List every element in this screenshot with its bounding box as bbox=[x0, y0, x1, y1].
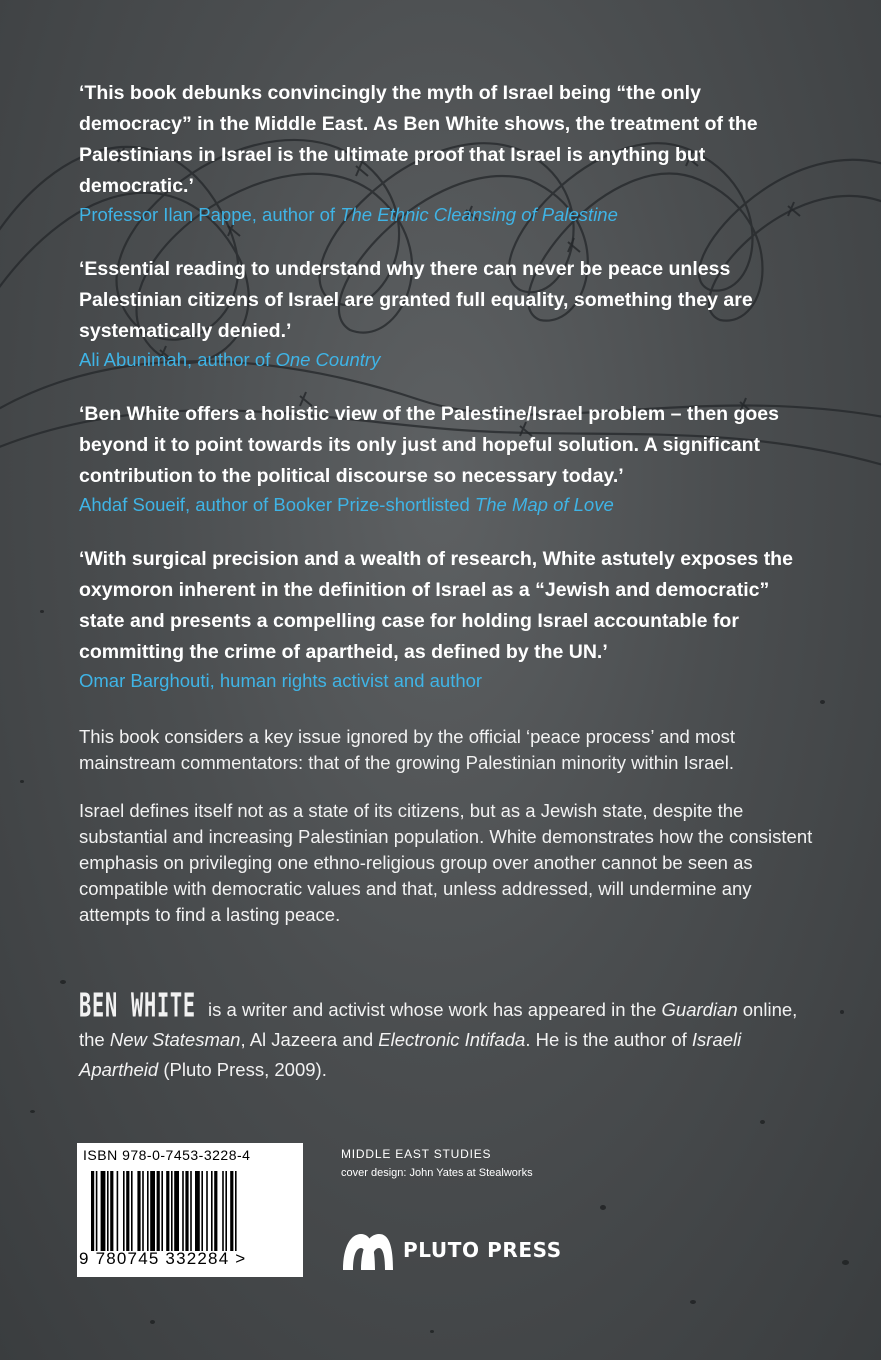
barcode-bar bbox=[123, 1171, 125, 1251]
speckle bbox=[690, 1300, 696, 1304]
barcode-bar bbox=[201, 1171, 203, 1251]
barcode-bar bbox=[157, 1171, 160, 1251]
publication-title: Guardian bbox=[661, 999, 738, 1020]
quote-attribution bbox=[79, 668, 819, 694]
barcode-bars bbox=[91, 1171, 291, 1251]
speckle bbox=[760, 1120, 765, 1124]
bio-text: . He is the author of bbox=[525, 1029, 692, 1050]
speckle bbox=[150, 1320, 155, 1324]
speckle bbox=[60, 980, 66, 984]
publication-title: Electronic Intifada bbox=[378, 1029, 526, 1050]
bio-text: online, the bbox=[79, 999, 798, 1050]
barcode-bar bbox=[126, 1171, 129, 1251]
barcode-bar bbox=[171, 1171, 173, 1251]
speckle bbox=[840, 1010, 844, 1014]
barcode-bar bbox=[214, 1171, 217, 1251]
barcode-bar bbox=[182, 1171, 184, 1251]
barcode-bar bbox=[206, 1171, 208, 1251]
bio-text: (Pluto Press, 2009). bbox=[158, 1059, 327, 1080]
barcode-bar bbox=[101, 1171, 106, 1251]
barcode-bar bbox=[222, 1171, 224, 1251]
barcode-bar bbox=[107, 1171, 109, 1251]
barcode-bar bbox=[225, 1171, 227, 1251]
publication-title: New Statesman bbox=[109, 1029, 241, 1050]
book-title: Israeli Apartheid bbox=[79, 1029, 742, 1080]
blurb-paragraph: This book considers a key issue ignored by the official ‘peace process’ and most mainstream commentators: that of the growing Palestinian minority within Israel. bbox=[79, 726, 736, 773]
barcode-bar bbox=[147, 1171, 149, 1251]
barcode-digits: 9 780745 332284 > bbox=[79, 1249, 247, 1268]
quote-work: The Map of Love bbox=[474, 494, 614, 515]
quote-text: ‘Essential reading to understand why there can never be peace unless Palestinian citizens of Israel are granted full equality, something they are systematically denied.’ bbox=[79, 258, 753, 342]
pluto-press-logo-icon bbox=[341, 1228, 395, 1272]
review-quote bbox=[79, 78, 819, 228]
isbn-barcode bbox=[77, 1143, 303, 1277]
speckle bbox=[20, 780, 24, 783]
bio-text: , Al Jazeera and bbox=[240, 1029, 379, 1050]
publisher-logo bbox=[341, 1228, 562, 1272]
speckle bbox=[430, 1330, 434, 1333]
review-quote bbox=[79, 544, 819, 694]
quote-author: Ahdaf Soueif, author of Booker Prize-shortlisted bbox=[79, 494, 475, 515]
quote-text: ‘With surgical precision and a wealth of research, White astutely exposes the oxymoron inherent in the definition of Israel as a “Jewish and democratic” state and presents a compelling case for holding Israel accountable for committing the crime of apartheid, as defined by the UN.’ bbox=[79, 548, 793, 663]
quote-attribution bbox=[79, 492, 819, 518]
barcode-bar bbox=[137, 1171, 140, 1251]
barcode-bar bbox=[195, 1171, 200, 1251]
quote-attribution bbox=[79, 202, 819, 228]
quote-work: The Ethnic Cleansing of Palestine bbox=[340, 204, 618, 225]
cover-credit: cover design: John Yates at Stealworks bbox=[341, 1167, 533, 1179]
quote-work: One Country bbox=[275, 349, 381, 370]
barcode-bar bbox=[142, 1171, 144, 1251]
barcode-bar bbox=[131, 1171, 133, 1251]
quote-text: ‘Ben White offers a holistic view of the Palestine/Israel problem – then goes beyond it to point towards its only just and hopeful solution. A significant contribution to the political discourse so necessary today.’ bbox=[79, 403, 780, 487]
quote-attribution bbox=[79, 347, 819, 373]
speckle bbox=[40, 610, 44, 613]
blurb-paragraph: Israel defines itself not as a state of its citizens, but as a Jewish state, despite the substantial and increasing Palestinian population. White demonstrates how the consistent emphasis on privileging one ethno-religious group over another cannot be seen as compatible with democratic values and that, unless addressed, will undermine any attempts to find a lasting peace. bbox=[79, 800, 813, 925]
barcode-bar bbox=[161, 1171, 163, 1251]
speckle bbox=[30, 1110, 35, 1113]
speckle bbox=[600, 1205, 606, 1210]
quote-author: Ali Abunimah, author of bbox=[79, 349, 276, 370]
barcode-bar bbox=[117, 1171, 119, 1251]
barcode-bar bbox=[211, 1171, 213, 1251]
barcode-bar bbox=[235, 1171, 237, 1251]
quote-text: ‘This book debunks convincingly the myth of Israel being “the only democracy” in the Middle East. As Ben White shows, the treatment of the Palestinians in Israel is the ultimate proof that Israel is anything but democratic.’ bbox=[79, 82, 758, 197]
barcode-bar bbox=[96, 1171, 98, 1251]
barcode-bar bbox=[185, 1171, 188, 1251]
quote-author: Omar Barghouti, human rights activist and author bbox=[79, 670, 483, 691]
author-name: BEN WHITE bbox=[79, 987, 196, 1025]
barcode-bar bbox=[174, 1171, 179, 1251]
speckle bbox=[842, 1260, 849, 1265]
bio-text: is a writer and activist whose work has appeared in the bbox=[202, 999, 662, 1020]
speckle bbox=[820, 700, 825, 704]
barcode-bar bbox=[110, 1171, 113, 1251]
barcode-bar bbox=[91, 1171, 94, 1251]
publisher-name: PLUTO PRESS bbox=[403, 1238, 562, 1262]
review-quote bbox=[79, 399, 819, 518]
barcode-bar bbox=[230, 1171, 233, 1251]
author-bio bbox=[79, 987, 819, 1085]
series-label: MIDDLE EAST STUDIES bbox=[341, 1147, 492, 1161]
review-quote bbox=[79, 254, 819, 373]
barcode-bar bbox=[166, 1171, 169, 1251]
isbn-label: ISBN 978-0-7453-3228-4 bbox=[83, 1147, 251, 1163]
barcode-bar bbox=[150, 1171, 155, 1251]
back-cover-text bbox=[79, 78, 819, 950]
quote-author: Professor Ilan Pappe, author of bbox=[79, 204, 341, 225]
barcode-bar bbox=[190, 1171, 192, 1251]
